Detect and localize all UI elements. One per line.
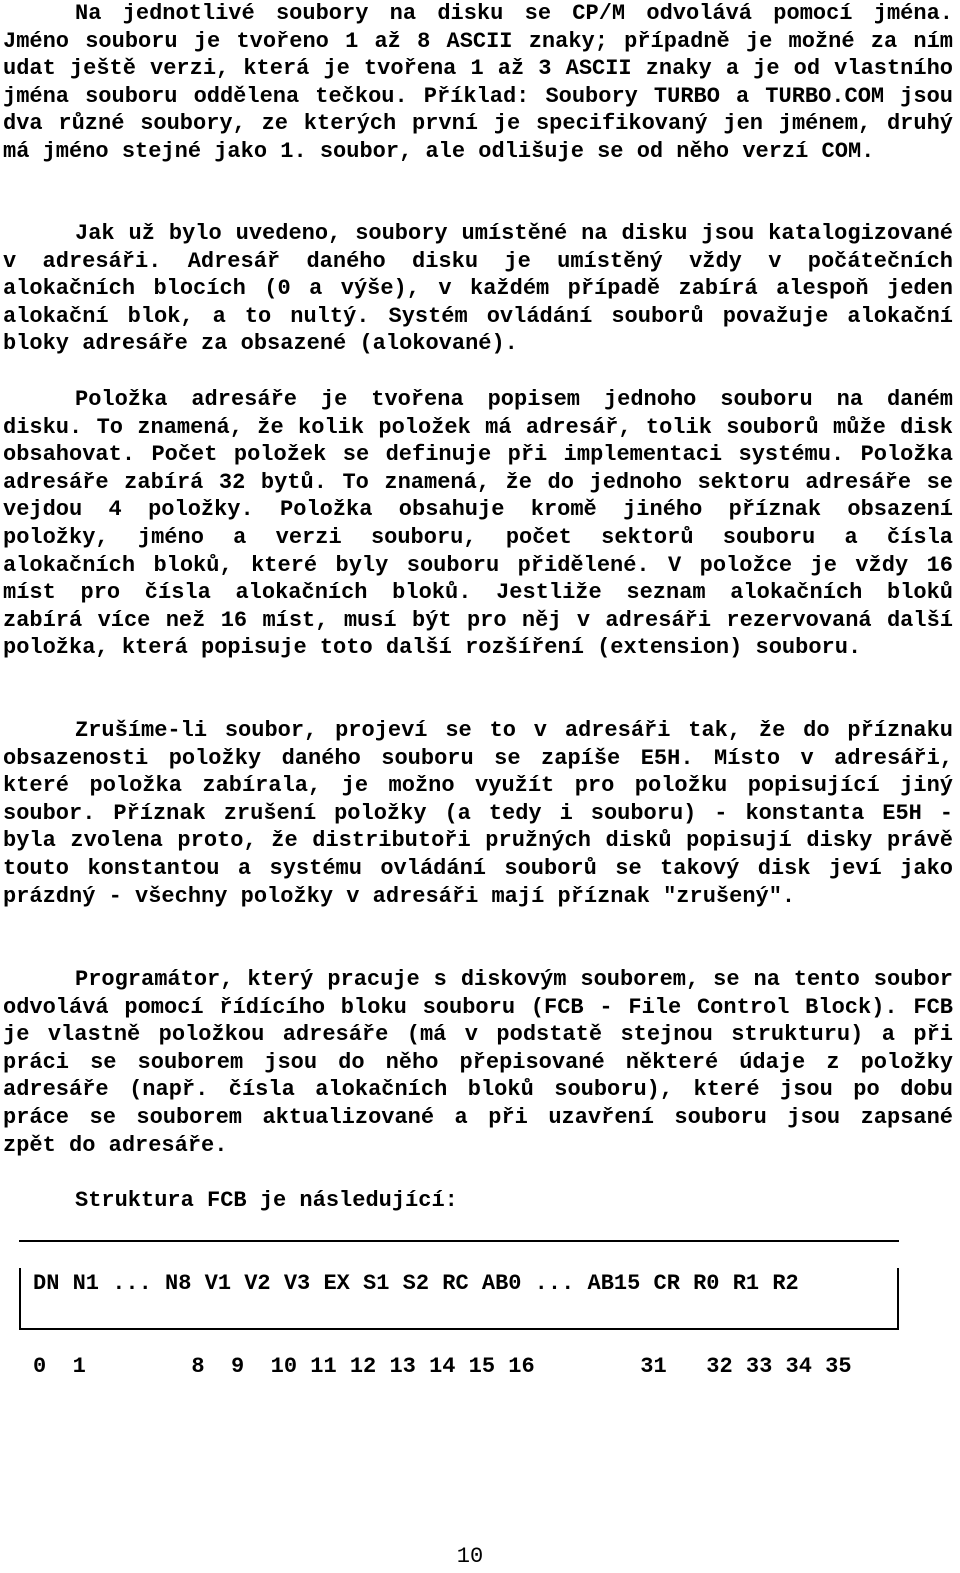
paragraph-fcb <box>3 966 953 1159</box>
paragraph-fcb-structure-heading <box>3 1187 953 1215</box>
paragraph-text: Zrušíme-li soubor, projeví se to v adresáři tak, že do příznaku obsazenosti položky daného souboru se zapíše E5H. Místo v adresáři, které položka zabírala, je možno využít pro položku popisující jiný soubor. Příznak zrušení položky (a tedy i souboru) - konstanta E5H - byla zvolena proto, že distributoři pružných disků popisují disky právě touto konstantou a systému ovládání souborů se takový disk jeví jako prázdný - všechny položky v adresáři mají příznak "zrušený". <box>3 718 953 909</box>
paragraph-file-names <box>3 0 953 166</box>
fcb-field-names: DN N1 ... N8 V1 V2 V3 EX S1 S2 RC AB0 ... AB15 CR R0 R1 R2 <box>33 1271 799 1296</box>
fcb-frame-right-line <box>897 1268 899 1330</box>
paragraph-text: Na jednotlivé soubory na disku se CP/M odvolává pomocí jména. Jméno souboru je tvořeno 1 až 8 ASCII znaky; případně je možné za ním udat ještě verzi, která je tvořena 1 až 3 ASCII znaky a je od vlastního jména souboru oddělena tečkou. Příklad: Soubory TURBO a TURBO.COM jsou dva různé soubory, ze kterých první je specifikovaný jen jménem, druhý má jméno stejné jako 1. soubor, ale odlišuje se od něho verzí COM. <box>3 1 953 164</box>
fcb-structure-diagram <box>3 1220 953 1380</box>
fcb-frame-top-line <box>19 1240 899 1242</box>
paragraph-text: Položka adresáře je tvořena popisem jednoho souboru na daném disku. To znamená, že kolik položek má adresář, tolik souborů může disk obsahovat. Počet položek se definuje při implementaci systému. Položka adresáře zabírá 32 bytů. To znamená, že do jednoho sektoru adresáře se vejdou 4 položky. Položka obsahuje kromě jiného příznak obsazení položky, jméno a verzi souboru, počet sektorů souboru a čísla alokačních bloků, které byly souboru přidělené. V položce je vždy 16 míst pro čísla alokačních bloků. Jestliže seznam alokačních bloků zabírá více než 16 míst, musí být pro něj v adresáři rezervovaná další položka, která popisuje toto další rozšíření (extension) souboru. <box>3 387 953 661</box>
fcb-frame-bottom-line <box>19 1328 899 1330</box>
paragraph-text: Programátor, který pracuje s diskovým souborem, se na tento soubor odvolává pomocí řídícího bloku souboru (FCB - File Control Block). FCB je vlastně položkou adresáře (má v podstatě stejnou strukturu) a při práci se souborem jsou do něho přepisované některé údaje z položky adresáře (např. čísla alokačních bloků souboru), které jsou po dobu práce se souborem aktualizované a při uzavření souboru jsou zapsané zpět do adresáře. <box>3 967 953 1158</box>
paragraph-directory-entry <box>3 386 953 662</box>
paragraph-directory <box>3 220 953 358</box>
fcb-byte-offsets: 0 1 8 9 10 11 12 13 14 15 16 31 32 33 34 35 <box>33 1354 852 1379</box>
paragraph-file-deletion <box>3 717 953 910</box>
page-number: 10 <box>456 1544 484 1569</box>
paragraph-text: Jak už bylo uvedeno, soubory umístěné na disku jsou katalogizované v adresáři. Adresář daného disku je umístěný vždy v počátečních alokačních blocích (0 a výše), v každém případě zabírá alespoň jeden alokační blok, a to nultý. Systém ovládání souborů považuje alokační bloky adresáře za obsazené (alokované). <box>3 221 953 357</box>
fcb-frame-left-line <box>19 1268 21 1330</box>
paragraph-text: Struktura FCB je následující: <box>75 1188 458 1213</box>
